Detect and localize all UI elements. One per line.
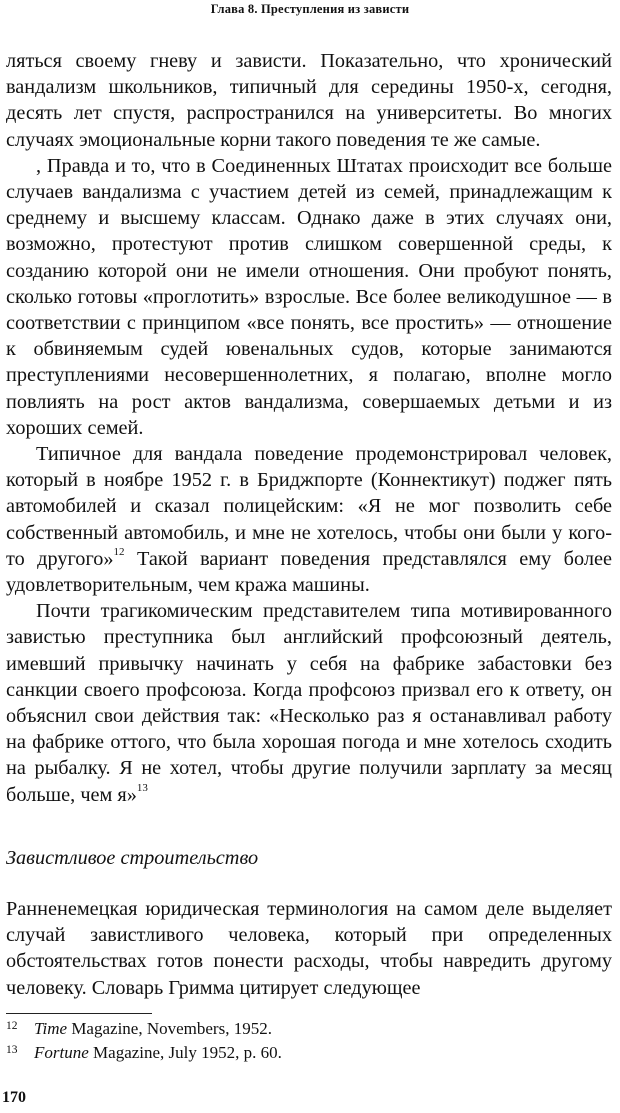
footnote-13 <box>6 1041 612 1065</box>
page-number: 170 <box>2 1089 26 1106</box>
section-text <box>6 896 612 1001</box>
footnote-text <box>34 1017 272 1041</box>
footnote-number: 13 <box>6 1044 18 1056</box>
paragraph-4-text: Почти трагикомическим представителем типа мотивированного завистью преступника был английский профсоюзный деятель, имевший привычку начинать у себя на фабрике забастовки без санкции своего профсоюза. Когда профсоюз призвал его к ответу, он объяснил свои действия так: «Несколько раз я останавливал работу на фабрике оттого, что была хорошая погода и мне хотелось сходить на рыбалку. Я не хотел, чтобы другие получили зарплату за месяц больше, чем я» <box>6 600 612 806</box>
main-text <box>6 48 612 808</box>
footnote-ref-12[interactable]: 12 <box>113 545 125 558</box>
paragraph-2: , Правда и то, что в Соединенных Штатах происходит все больше случаев вандализма с участием детей из семей, принадлежащим к среднему и высшему классам. Однако даже в этих случаях они, возможно, протестуют против слишком совершенной среды, к созданию которой они не имели отношения. Они пробуют понять, сколько готовы «проглотить» взрослые. Все более великодушное — в соответствии с принципом «все понять, все простить» — отношение к обвиняемым судей ювенальных судов, которые занимаются преступлениями несовершеннолетних, я полагаю, вполне могло повлиять на рост актов вандализма, совершаемых детьми и из хороших семей. <box>6 154 612 439</box>
paragraph-1: ляться своему гневу и зависти. Показательно, что хронический вандализм школьников, типичный для середины 1950-х, сегодня, десять лет спустя, распространился на университеты. Во многих случаях эмоциональные корни такого поведения те же самые. <box>6 50 612 151</box>
paragraph-3-text: Типичное для вандала поведение продемонстрировал человек, который в ноябре 1952 г. в Бриджпорте (Коннектикут) поджег пять автомобилей и сказал полицейским: «Я не мог позволить себе собственный автомобиль, и мне не хотелось, чтобы они были у кого-то другого» <box>6 443 612 570</box>
section-paragraph: Ранненемецкая юридическая терминология на самом деле выделяет случай завистливого человека, который при определенных обстоятельствах готов понести расходы, чтобы навредить другому человеку. Словарь Гримма цитирует следующее <box>6 898 612 999</box>
footnote-12 <box>6 1017 612 1041</box>
running-header: Глава 8. Преступления из зависти <box>210 2 410 16</box>
footnote-details: Magazine, Novembers, 1952. <box>67 1019 272 1038</box>
footnote-details: Magazine, July 1952, p. 60. <box>88 1043 282 1062</box>
footnote-publication: Fortune <box>34 1043 89 1062</box>
paragraph-4 <box>6 598 612 808</box>
footnotes <box>6 1017 612 1065</box>
footnote-divider <box>6 1013 152 1014</box>
footnote-ref-13[interactable]: 13 <box>136 781 148 794</box>
footnote-publication: Time <box>34 1019 68 1038</box>
section-heading: Завистливое строительство <box>6 847 259 869</box>
footnote-number: 12 <box>6 1020 18 1032</box>
paragraph-3-tail: Такой вариант поведения представлялся ему более удовлетворительным, чем кража машины. <box>6 547 612 597</box>
paragraph-3 <box>6 441 612 598</box>
footnote-text <box>34 1041 282 1065</box>
